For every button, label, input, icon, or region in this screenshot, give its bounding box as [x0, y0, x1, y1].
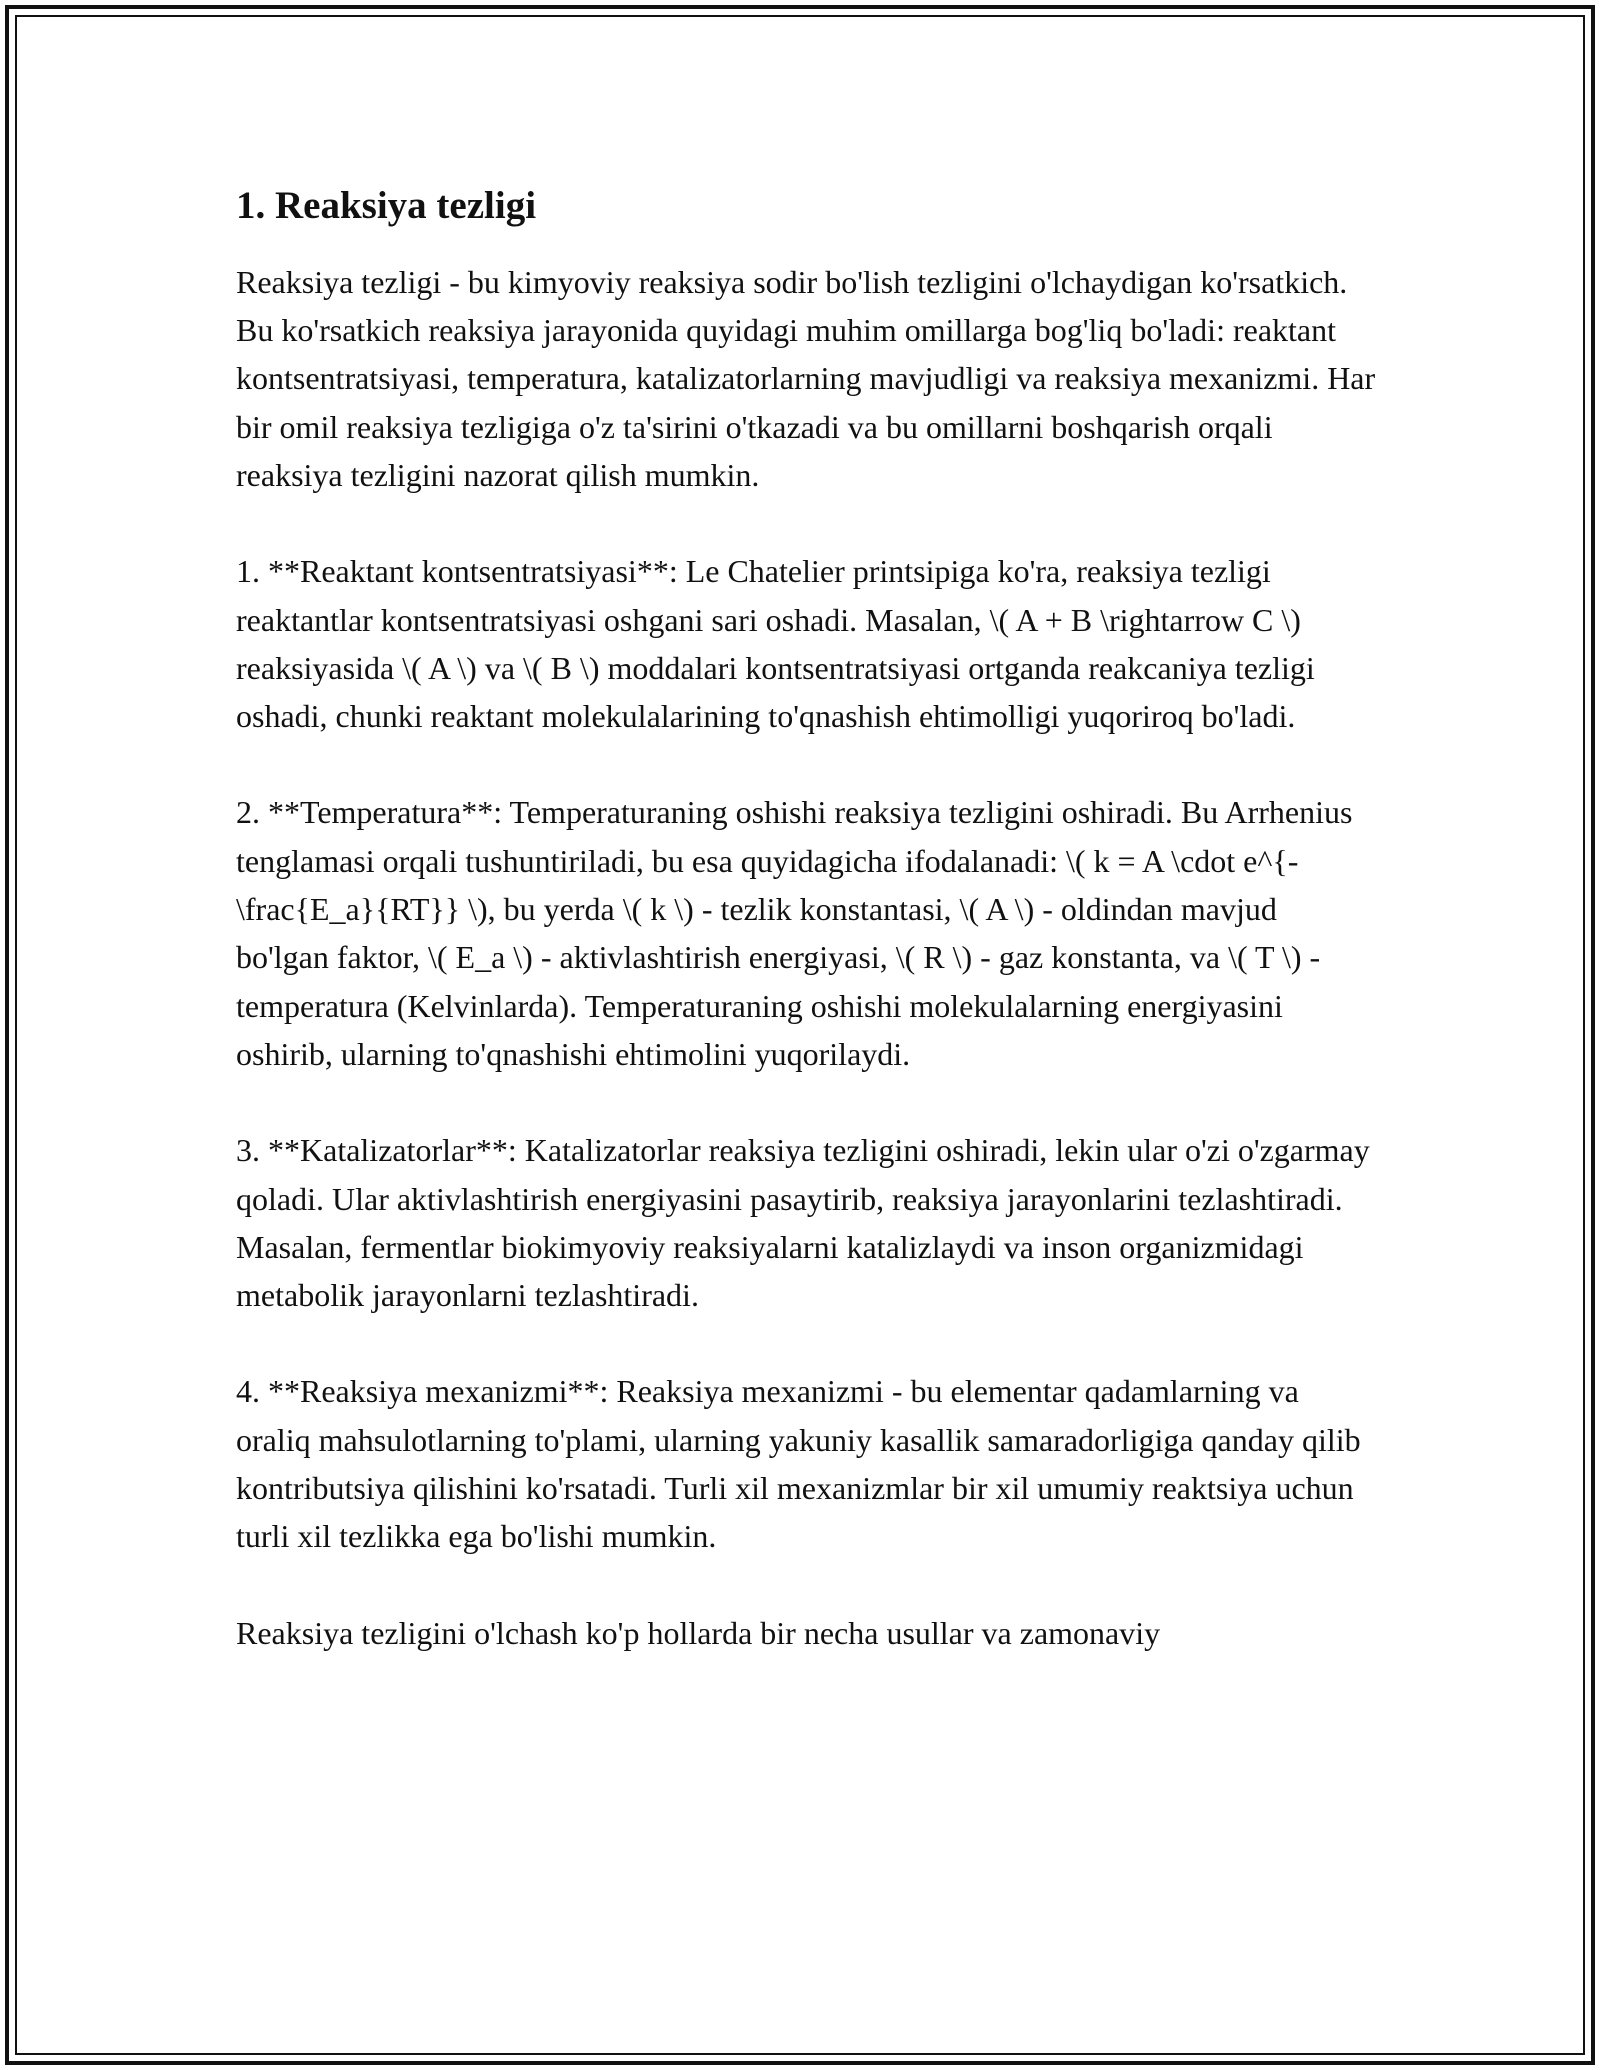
paragraph-concentration: 1. **Reaktant kontsentratsiyasi**: Le Chatelier printsipiga ko'ra, reaksiya tezligi reaktantlar kontsentratsiyasi oshgani sari oshadi. Masalan, \( A + B \rightarrow C \) reaksiyasida \( A \) va \( B \) moddalari kontsentratsiyasi ortganda reakcaniya tezligi oshadi, chunki reaktant molekulalarining to'qnashish ehtimolligi yuqoriroq bo'ladi.: [236, 553, 1315, 735]
paragraph-temperature: 2. **Temperatura**: Temperaturaning oshishi reaksiya tezligini oshiradi. Bu Arrhenius tenglamasi orqali tushuntiriladi, bu esa quyidagicha ifodalanadi: \( k = A \cdot e^{-\frac{E_a}{RT}} \), bu yerda \( k \) - tezlik konstantasi, \( A \) - oldindan mavjud bo'lgan faktor, \( E_a \) - aktivlashtirish energiyasi, \( R \) - gaz konstanta, va \( T \) - temperatura (Kelvinlarda). Temperaturaning oshishi molekulalarning energiyasini oshirib, ularning to'qnashishi ehtimolini yuqorilaydi.: [236, 794, 1353, 1072]
paragraph-mechanism: 4. **Reaksiya mexanizmi**: Reaksiya mexanizmi - bu elementar qadamlarning va oraliq mahsulotlarning to'plami, ularning yakuniy kasallik samaradorligiga qanday qilib kontributsiya qilishini ko'rsatadi. Turli xil mexanizmlar bir xil umumiy reaktsiya uchun turli xil tezlikka ega bo'lishi mumkin.: [236, 1373, 1361, 1555]
paragraph-catalysts: 3. **Katalizatorlar**: Katalizatorlar reaksiya tezligini oshiradi, lekin ular o'zi o'zgarmay qoladi. Ular aktivlashtirish energiyasini pasaytirib, reaksiya jarayonlarini tezlashtiradi. Masalan, fermentlar biokimyoviy reaksiyalarni katalizlaydi va inson organizmidagi metabolik jarayonlarni tezlashtiradi.: [236, 1132, 1370, 1314]
paragraph-intro: Reaksiya tezligi - bu kimyoviy reaksiya sodir bo'lish tezligini o'lchaydigan ko'rsatkich. Bu ko'rsatkich reaksiya jarayonida quyidagi muhim omillarga bog'liq bo'ladi: reaktant kontsentratsiyasi, temperatura, katalizatorlarning mavjudligi va reaksiya mexanizmi. Har bir omil reaksiya tezligiga o'z ta'sirini o'tkazadi va bu omillarni boshqarish orqali reaksiya tezligini nazorat qilish mumkin.: [236, 263, 1376, 493]
paragraph-measurement: Reaksiya tezligini o'lchash ko'p hollarda bir necha usullar va zamonaviy: [236, 1614, 1161, 1651]
document-body: [236, 183, 1376, 1705]
section-heading: 1. Reaksiya tezligi: [236, 184, 537, 227]
